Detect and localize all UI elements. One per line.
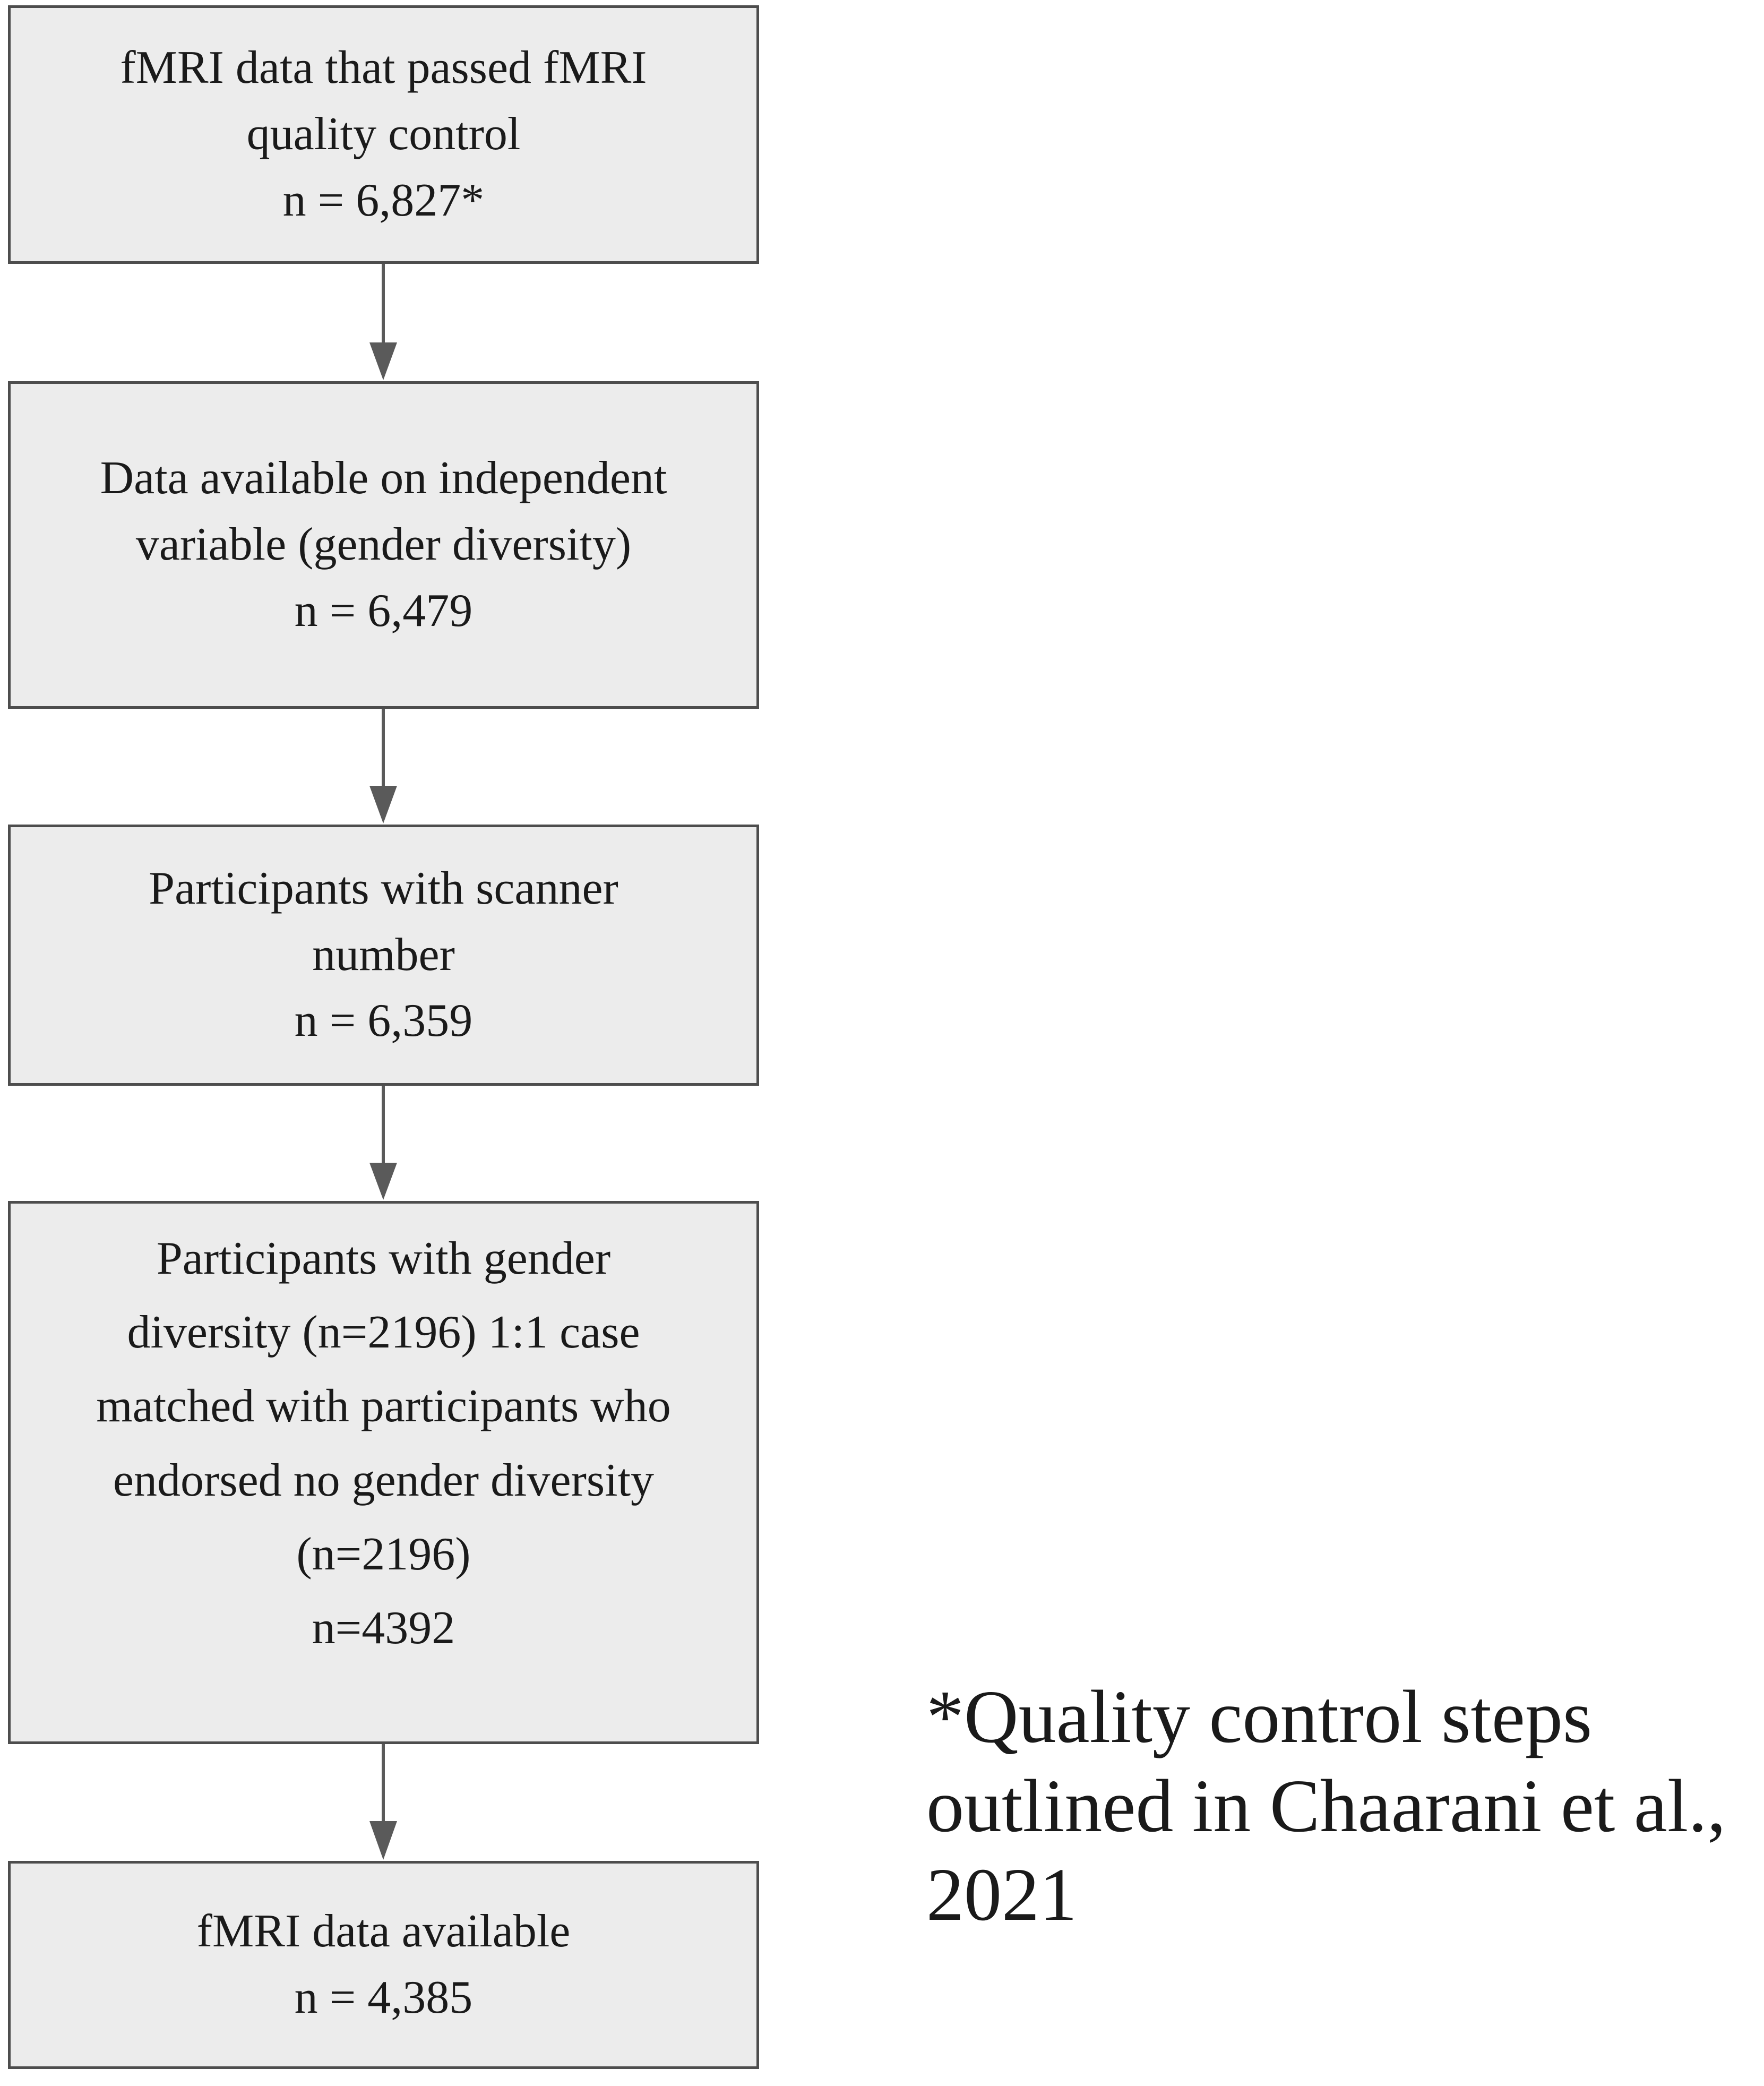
box-count: n = 6,827* [282, 174, 485, 226]
footnote-line: *Quality control steps [926, 1675, 1593, 1758]
step-box-fmri-qc [8, 5, 759, 264]
arrow-3-to-4 [369, 1086, 397, 1200]
step-box-independent-variable [8, 381, 759, 709]
arrow-1-to-2 [369, 264, 397, 380]
box-text-line: variable (gender diversity) [135, 519, 632, 571]
box-text-line: Participants with gender [156, 1233, 611, 1285]
footnote-line: 2021 [926, 1852, 1077, 1937]
arrow-2-to-3 [369, 709, 397, 823]
box-text-line: Participants with scanner [149, 862, 618, 914]
step-box-fmri-available [8, 1861, 759, 2069]
box-count: n = 6,479 [294, 585, 473, 637]
box-count: n=4392 [312, 1602, 455, 1654]
arrow-4-to-5 [369, 1744, 397, 1860]
footnote [926, 1672, 1726, 1939]
box-count: n = 6,359 [294, 995, 473, 1047]
box-text-line: (n=2196) [296, 1528, 471, 1580]
box-text-line: diversity (n=2196) 1:1 case [127, 1307, 640, 1359]
box-text-line: Data available on independent [100, 452, 667, 504]
box-count: n = 4,385 [294, 1972, 473, 2023]
step-box-case-matching [8, 1201, 759, 1744]
box-text-line: matched with participants who [96, 1380, 671, 1432]
box-text-line: fMRI data that passed fMRI [120, 42, 647, 94]
step-box-scanner-number [8, 825, 759, 1086]
footnote-line: outlined in Chaarani et al., [926, 1763, 1726, 1848]
box-text-line: endorsed no gender diversity [113, 1454, 655, 1506]
box-text-line: fMRI data available [196, 1905, 571, 1958]
box-text-line: number [312, 929, 455, 981]
box-text-line: quality control [246, 108, 521, 160]
